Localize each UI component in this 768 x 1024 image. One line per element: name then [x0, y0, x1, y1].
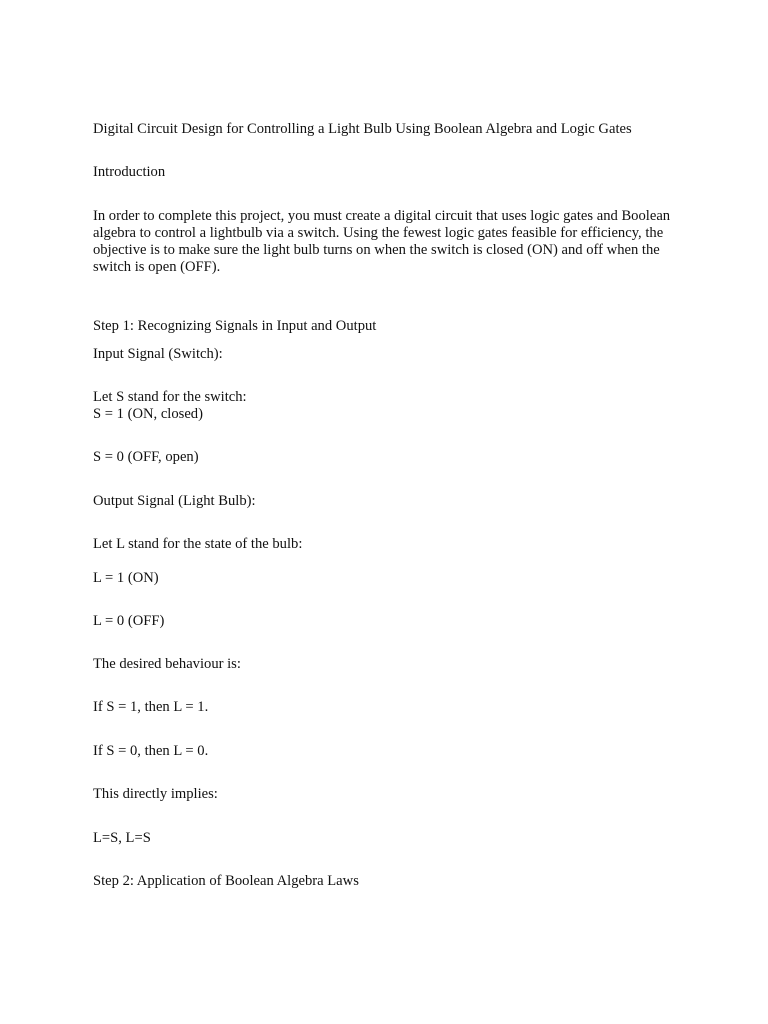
if-s0-text: If S = 0, then L = 0.: [93, 743, 209, 759]
document-title: Digital Circuit Design for Controlling a Light Bulb Using Boolean Algebra and Logic Gates: [93, 121, 632, 137]
output-signal-label: Output Signal (Light Bulb):: [93, 493, 256, 509]
l-on-text: L = 1 (ON): [93, 570, 159, 586]
s-off-text: S = 0 (OFF, open): [93, 449, 199, 465]
if-s1-text: If S = 1, then L = 1.: [93, 699, 209, 715]
let-l-text: Let L stand for the state of the bulb:: [93, 536, 303, 552]
let-s-text: Let S stand for the switch:: [93, 389, 247, 405]
desired-behaviour-text: The desired behaviour is:: [93, 656, 241, 672]
intro-paragraph: In order to complete this project, you must create a digital circuit that uses logic gates and Boolean algebra to control a lightbulb via a switch. Using the fewest logic gates feasible for efficiency, the objective is to make sure the light bulb turns on when the switch is closed (ON) and off when the switch is open (OFF).: [93, 208, 671, 275]
l-off-text: L = 0 (OFF): [93, 613, 165, 629]
step2-heading: Step 2: Application of Boolean Algebra Laws: [93, 873, 359, 889]
intro-heading: Introduction: [93, 164, 166, 180]
step1-heading: Step 1: Recognizing Signals in Input and Output: [93, 318, 377, 334]
implies-text: This directly implies:: [93, 786, 218, 802]
s-on-text: S = 1 (ON, closed): [93, 406, 203, 422]
input-signal-label: Input Signal (Switch):: [93, 346, 223, 362]
equation-text: L=S, L=S: [93, 830, 151, 846]
